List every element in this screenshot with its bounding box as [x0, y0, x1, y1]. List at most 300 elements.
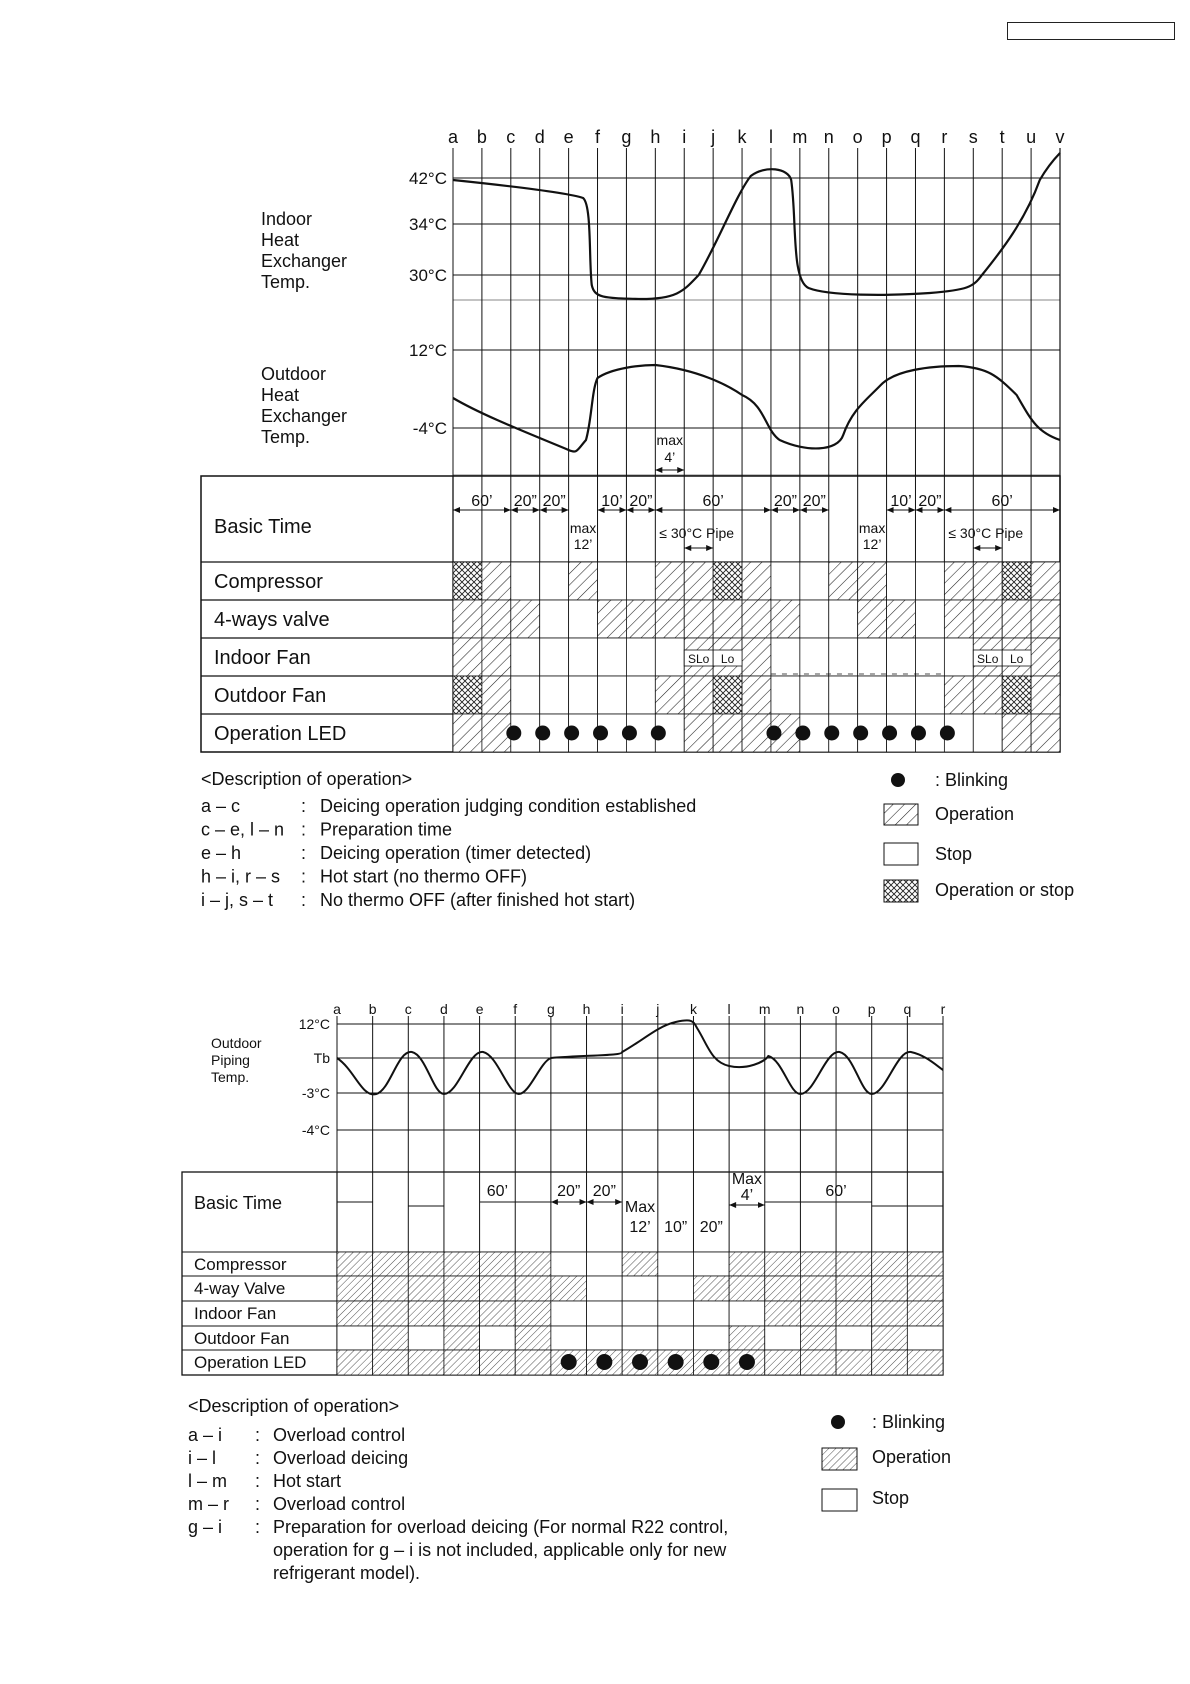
column-letter-2-k: k [689, 1001, 697, 1017]
column-letter-o: o [852, 127, 863, 147]
legend-blinking-dot [891, 773, 905, 787]
state-cell-2-operation [444, 1350, 480, 1375]
blinking-dot [535, 726, 550, 741]
state-cell-operation [482, 676, 511, 714]
state-cell-2-operation [907, 1350, 943, 1375]
state-cell-stop [800, 638, 829, 676]
state-cell-2-operation [872, 1326, 908, 1350]
state-cell-operation [1031, 676, 1060, 714]
state-cell-2-operation [800, 1276, 836, 1301]
column-letter-2-q: q [903, 1001, 912, 1017]
description-title-1: <Description of operation> [201, 769, 413, 789]
column-letter-u: u [1026, 127, 1037, 147]
state-cell-operation-or-stop [713, 562, 742, 600]
state-cell-2-operation [836, 1276, 872, 1301]
state-cell-operation [569, 562, 598, 600]
state-cell-2-stop [622, 1276, 658, 1301]
blinking-dot-2 [561, 1354, 577, 1370]
description-key-2: l – m [188, 1471, 228, 1491]
state-cell-stop [915, 638, 944, 676]
column-letter-q: q [910, 127, 921, 147]
state-cell-stop [540, 676, 569, 714]
blinking-dot [766, 726, 781, 741]
state-cell-2-operation [480, 1350, 516, 1375]
blinking-dot-2 [596, 1354, 612, 1370]
slo-label: SLo [688, 652, 710, 666]
state-cell-stop [771, 676, 800, 714]
column-letter-2-r: r [940, 1001, 946, 1017]
description-colon: : [301, 796, 307, 816]
state-cell-2-stop [587, 1326, 623, 1350]
state-cell-2-operation [515, 1301, 551, 1326]
state-cell-stop [626, 676, 655, 714]
description-colon: : [301, 866, 307, 887]
state-cell-stop [800, 600, 829, 638]
piping-label: Temp. [211, 1069, 250, 1085]
state-cell-2-operation [444, 1252, 480, 1276]
time-label: 20” [542, 493, 566, 510]
state-cell-operation-or-stop [453, 676, 482, 714]
state-cell-operation [713, 600, 742, 638]
column-letter-2-g: g [546, 1001, 555, 1017]
column-letter-v: v [1055, 127, 1065, 147]
time-label: 10’ [601, 493, 623, 510]
temp-label: 42°C [409, 169, 447, 188]
column-letter-2-d: d [440, 1001, 448, 1017]
state-cell-stop [887, 562, 916, 600]
max12-label-2: Max [624, 1199, 656, 1216]
state-cell-2-stop [587, 1252, 623, 1276]
state-cell-2-stop [907, 1326, 943, 1350]
state-cell-2-operation [729, 1326, 765, 1350]
max4-label-2: 4’ [740, 1187, 754, 1204]
row-label-operation-led: Operation LED [214, 723, 347, 745]
state-cell-2-stop [408, 1326, 444, 1350]
state-cell-stop [887, 676, 916, 714]
indoor-hx-label: Exchanger [261, 251, 348, 271]
max12-label: 12’ [862, 536, 882, 552]
description-value-2: Overload deicing [273, 1448, 409, 1468]
column-letter-2-h: h [582, 1001, 591, 1017]
column-letter-n: n [823, 127, 834, 147]
state-cell-2-stop [587, 1276, 623, 1301]
state-cell-2-stop [551, 1301, 587, 1326]
column-letter-c: c [506, 127, 516, 147]
state-cell-stop [598, 562, 627, 600]
state-cell-2-stop [693, 1301, 729, 1326]
state-cell-stop [511, 638, 540, 676]
state-cell-2-operation [373, 1326, 409, 1350]
pipe-note: ≤ 30°C Pipe [659, 525, 735, 541]
temp-label-2: -3°C [301, 1085, 330, 1101]
state-cell-operation-or-stop [1002, 676, 1031, 714]
state-cell-stop [598, 676, 627, 714]
description-value-2: Overload control [273, 1494, 406, 1514]
state-cell-operation [973, 562, 1002, 600]
state-cell-operation [453, 600, 482, 638]
column-letter-2-o: o [832, 1001, 840, 1017]
state-cell-2-operation [622, 1252, 658, 1276]
time-label: 60’ [702, 493, 724, 510]
column-letter-2-b: b [368, 1001, 377, 1017]
state-cell-stop [598, 638, 627, 676]
state-cell-stop [973, 714, 1002, 752]
legend-blinking-label-2: : Blinking [872, 1412, 946, 1432]
legend-stop-label: Stop [935, 844, 973, 864]
legend-opstop-label: Operation or stop [935, 880, 1075, 900]
legend-blinking-label: : Blinking [935, 770, 1009, 790]
legend-blinking-dot-2 [831, 1415, 845, 1429]
description-key-2: g – i [188, 1517, 223, 1537]
state-cell-2-stop [765, 1326, 801, 1350]
state-cell-operation [453, 714, 482, 752]
state-cell-2-operation [373, 1350, 409, 1375]
state-cell-operation [684, 600, 713, 638]
state-cell-2-operation [872, 1252, 908, 1276]
state-cell-2-operation [765, 1301, 801, 1326]
description-colon: : [301, 819, 307, 840]
state-cell-2-stop [693, 1326, 729, 1350]
state-cell-operation [1002, 600, 1031, 638]
state-cell-stop [829, 676, 858, 714]
state-cell-2-operation [444, 1326, 480, 1350]
legend-operation-swatch-2 [822, 1448, 857, 1470]
state-cell-stop [569, 638, 598, 676]
state-cell-2-operation [337, 1301, 373, 1326]
state-cell-operation [684, 676, 713, 714]
state-cell-stop [655, 638, 684, 676]
state-cell-stop [944, 638, 973, 676]
state-cell-2-stop [729, 1301, 765, 1326]
column-letter-2-i: i [620, 1001, 624, 1017]
state-cell-2-operation [444, 1301, 480, 1326]
state-cell-2-operation [337, 1252, 373, 1276]
state-cell-stop [829, 638, 858, 676]
column-letter-h: h [650, 127, 661, 147]
state-cell-2-operation [836, 1301, 872, 1326]
description-value: Deicing operation (timer detected) [320, 843, 592, 863]
state-cell-stop [771, 638, 800, 676]
state-cell-operation [1031, 714, 1060, 752]
description-key-2: i – l [188, 1448, 217, 1468]
state-cell-operation [684, 714, 713, 752]
row-label-2-compressor: Compressor [194, 1255, 287, 1274]
description-key-2: m – r [188, 1494, 230, 1514]
blinking-dot [651, 726, 666, 741]
legend-operation-label-2: Operation [872, 1447, 952, 1467]
blinking-dot [593, 726, 608, 741]
state-cell-2-operation [765, 1350, 801, 1375]
row-label-outdoor-fan: Outdoor Fan [214, 685, 327, 707]
state-cell-2-operation [444, 1276, 480, 1301]
max12-label: 12’ [573, 536, 593, 552]
state-cell-2-operation [408, 1276, 444, 1301]
description-colon: : [301, 890, 307, 910]
state-cell-2-operation [907, 1252, 943, 1276]
state-cell-operation [626, 600, 655, 638]
legend-opstop-swatch [884, 880, 918, 902]
state-cell-2-stop [337, 1326, 373, 1350]
state-cell-2-stop [551, 1252, 587, 1276]
state-cell-stop [800, 562, 829, 600]
column-letter-e: e [563, 127, 574, 147]
state-cell-operation [944, 562, 973, 600]
blinking-dot-2 [632, 1354, 648, 1370]
max12-label-2: 12’ [629, 1219, 651, 1236]
state-cell-operation [453, 638, 482, 676]
description-colon: : [301, 843, 307, 863]
state-cell-operation [655, 562, 684, 600]
legend-stop-swatch-2 [822, 1489, 857, 1511]
description-value: No thermo OFF (after finished hot start) [320, 890, 636, 910]
description-colon-2: : [255, 1448, 261, 1468]
description-value: Preparation time [320, 819, 453, 840]
state-cell-stop [626, 562, 655, 600]
basic-time-label-2: Basic Time [194, 1193, 283, 1213]
column-letter-2-n: n [796, 1001, 805, 1017]
state-cell-2-operation [408, 1252, 444, 1276]
row-label-2-outdoor-fan: Outdoor Fan [194, 1329, 290, 1348]
state-cell-2-operation [729, 1276, 765, 1301]
description-key: i – j, s – t [201, 890, 274, 910]
state-cell-2-operation [872, 1301, 908, 1326]
state-cell-2-operation [515, 1350, 551, 1375]
state-cell-2-operation [907, 1276, 943, 1301]
indoor-temp-curve [453, 153, 1060, 299]
state-cell-operation [742, 562, 771, 600]
max4-label: 4’ [664, 449, 676, 465]
state-cell-operation [713, 714, 742, 752]
blinking-dot-2 [703, 1354, 719, 1370]
time-label: 20” [802, 493, 826, 510]
time-label: 60’ [471, 493, 493, 510]
description-key: h – i, r – s [201, 866, 281, 887]
state-cell-stop [540, 562, 569, 600]
state-cell-operation [511, 600, 540, 638]
state-cell-operation [655, 676, 684, 714]
blinking-dot [882, 726, 897, 741]
state-cell-2-operation [337, 1276, 373, 1301]
indoor-hx-label: Temp. [261, 272, 311, 292]
temp-label-2: -4°C [301, 1122, 330, 1138]
state-cell-stop [540, 600, 569, 638]
state-cell-operation [858, 600, 887, 638]
temp-label-2: 12°C [298, 1016, 330, 1032]
state-cell-operation [742, 638, 771, 676]
state-cell-2-stop [622, 1301, 658, 1326]
state-cell-2-operation [408, 1301, 444, 1326]
state-cell-stop [771, 562, 800, 600]
state-cell-2-operation [693, 1276, 729, 1301]
description-key: e – h [201, 843, 242, 863]
column-letter-f: f [595, 127, 601, 147]
state-cell-2-operation [907, 1301, 943, 1326]
basic-time-label: Basic Time [214, 516, 312, 538]
outdoor-piping-curve [337, 1020, 943, 1094]
state-cell-2-stop [551, 1326, 587, 1350]
description-value: Deicing operation judging condition established [320, 796, 697, 816]
column-letter-r: r [941, 127, 948, 147]
column-letter-l: l [768, 127, 773, 147]
blinking-dot [622, 726, 637, 741]
outdoor-hx-label: Outdoor [261, 364, 327, 384]
state-cell-2-stop [658, 1301, 694, 1326]
slo-label: SLo [977, 652, 999, 666]
outdoor-temp-curve [453, 365, 1060, 452]
description-colon-2: : [255, 1425, 261, 1445]
state-cell-stop [858, 676, 887, 714]
blinking-dot [506, 726, 521, 741]
state-cell-2-stop [658, 1326, 694, 1350]
state-cell-stop [569, 600, 598, 638]
blinking-dot [853, 726, 868, 741]
time-label: 20” [629, 493, 653, 510]
state-cell-stop [915, 600, 944, 638]
column-letter-d: d [534, 127, 545, 147]
column-letter-i: i [682, 127, 687, 147]
state-cell-operation [973, 600, 1002, 638]
state-cell-stop [800, 676, 829, 714]
column-letter-p: p [881, 127, 892, 147]
state-cell-2-operation [872, 1276, 908, 1301]
state-cell-operation [598, 600, 627, 638]
state-cell-operation-or-stop [713, 676, 742, 714]
time-label: 10’ [890, 493, 912, 510]
column-letter-k: k [737, 127, 747, 147]
state-cell-2-operation [800, 1301, 836, 1326]
state-cell-operation [944, 676, 973, 714]
state-cell-2-stop [480, 1326, 516, 1350]
state-cell-2-operation [408, 1350, 444, 1375]
row-label-compressor: Compressor [214, 571, 323, 593]
row-label-indoor-fan: Indoor Fan [214, 647, 311, 669]
description-value-2: Overload control [273, 1425, 406, 1445]
time-20-c: 20” [699, 1219, 723, 1236]
state-cell-operation [944, 600, 973, 638]
legend-stop-swatch [884, 843, 918, 865]
description-value-2: refrigerant model). [273, 1563, 421, 1583]
state-cell-2-operation [480, 1301, 516, 1326]
state-cell-operation [1031, 600, 1060, 638]
time-20-b: 20” [592, 1183, 616, 1200]
description-colon-2: : [255, 1494, 261, 1514]
description-key-2: a – i [188, 1425, 223, 1445]
temp-label: 34°C [409, 215, 447, 234]
temp-label-2: Tb [313, 1050, 330, 1066]
state-cell-stop [915, 562, 944, 600]
state-cell-2-operation [480, 1252, 516, 1276]
piping-label: Outdoor [211, 1035, 262, 1051]
column-letter-2-c: c [404, 1001, 412, 1017]
max12-label: max [858, 520, 886, 536]
column-letter-g: g [621, 127, 632, 147]
lo-label: Lo [720, 652, 735, 666]
state-cell-operation [742, 600, 771, 638]
indoor-hx-label: Indoor [261, 209, 313, 229]
column-letter-m: m [792, 127, 808, 147]
temp-label: 30°C [409, 266, 447, 285]
outdoor-hx-label: Exchanger [261, 406, 348, 426]
state-cell-operation [742, 676, 771, 714]
description-value-2: Hot start [273, 1471, 342, 1491]
max4-label: max [656, 432, 684, 448]
outdoor-hx-label: Heat [261, 385, 300, 405]
state-cell-2-operation [480, 1276, 516, 1301]
state-cell-operation [973, 676, 1002, 714]
piping-label: Piping [211, 1052, 250, 1068]
lo-label: Lo [1009, 652, 1024, 666]
state-cell-2-operation [765, 1276, 801, 1301]
state-cell-2-operation [800, 1350, 836, 1375]
column-letter-2-f: f [513, 1001, 518, 1017]
description-colon-2: : [255, 1471, 261, 1491]
state-cell-2-operation [800, 1326, 836, 1350]
row-label-4-ways-valve: 4-ways valve [214, 609, 330, 631]
description-colon-2: : [255, 1517, 261, 1537]
row-label-2-4-way-valve: 4-way Valve [194, 1279, 286, 1298]
state-cell-operation-or-stop [453, 562, 482, 600]
row-label-2-indoor-fan: Indoor Fan [194, 1304, 277, 1323]
blinking-dot-2 [668, 1354, 684, 1370]
column-letter-a: a [447, 127, 459, 147]
legend-operation-swatch [884, 804, 918, 825]
column-letter-2-m: m [758, 1001, 771, 1017]
blinking-dot-2 [739, 1354, 755, 1370]
state-cell-2-stop [658, 1252, 694, 1276]
state-cell-2-operation [836, 1252, 872, 1276]
state-cell-2-operation [515, 1276, 551, 1301]
state-cell-stop [569, 676, 598, 714]
time-label: 20” [513, 493, 537, 510]
state-cell-2-operation [765, 1252, 801, 1276]
time-label: 60’ [991, 493, 1013, 510]
state-cell-stop [511, 562, 540, 600]
description-key: c – e, l – n [201, 819, 285, 840]
state-cell-2-stop [622, 1326, 658, 1350]
column-letter-2-e: e [475, 1001, 484, 1017]
state-cell-2-operation [373, 1276, 409, 1301]
state-cell-operation [829, 562, 858, 600]
state-cell-operation [482, 600, 511, 638]
column-letter-2-a: a [333, 1001, 341, 1017]
state-cell-2-operation [551, 1276, 587, 1301]
row-label-2-operation-led: Operation LED [194, 1353, 307, 1372]
column-letter-t: t [999, 127, 1005, 147]
state-cell-stop [915, 676, 944, 714]
state-cell-2-stop [836, 1326, 872, 1350]
state-cell-2-operation [515, 1252, 551, 1276]
state-cell-2-operation [515, 1326, 551, 1350]
column-letter-b: b [476, 127, 487, 147]
state-cell-operation [482, 562, 511, 600]
time-20-a: 20” [557, 1183, 581, 1200]
time-60-b: 60’ [825, 1183, 847, 1200]
description-value: Hot start (no thermo OFF) [320, 866, 528, 887]
state-cell-2-stop [587, 1301, 623, 1326]
state-cell-operation [771, 600, 800, 638]
temp-label: -4°C [412, 419, 447, 438]
state-cell-operation [655, 600, 684, 638]
column-letter-j: j [711, 127, 716, 147]
state-cell-2-operation [373, 1301, 409, 1326]
state-cell-stop [858, 638, 887, 676]
blinking-dot [940, 726, 955, 741]
state-cell-2-stop [693, 1252, 729, 1276]
column-letter-2-p: p [867, 1001, 876, 1017]
state-cell-operation [858, 562, 887, 600]
max4-label-2: Max [731, 1171, 763, 1188]
state-cell-operation [684, 562, 713, 600]
